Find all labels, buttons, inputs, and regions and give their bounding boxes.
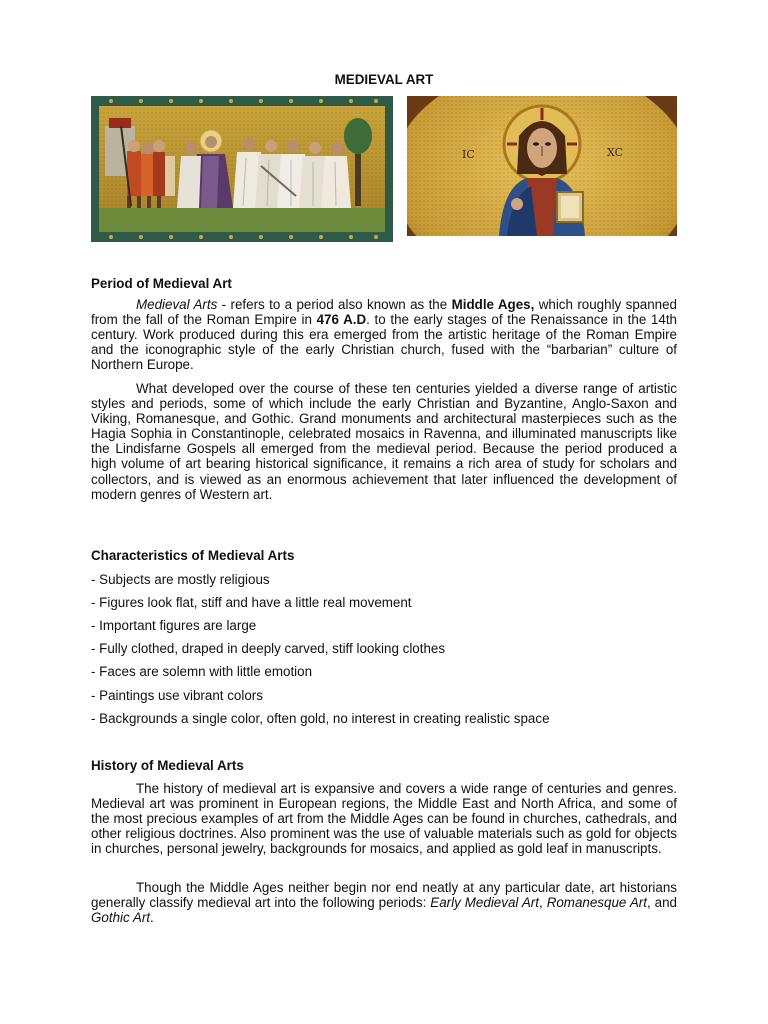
text-segment: - refers to a period also known as the — [217, 297, 452, 312]
text-segment: . — [150, 910, 154, 926]
period-paragraph-1 — [91, 297, 677, 372]
characteristic-item: - Faces are solemn with little emotion — [91, 664, 313, 679]
mosaic-image-right — [407, 96, 677, 236]
characteristic-item: - Backgrounds a single color, often gold, no interest in creating realistic space — [91, 711, 550, 726]
section-heading-history: History of Medieval Arts — [91, 758, 244, 773]
term-early-medieval-art: Early Medieval Art — [430, 895, 539, 911]
text-segment: , — [538, 895, 547, 911]
characteristic-item: - Important figures are large — [91, 618, 257, 633]
term-romanesque-art: Romanesque Art — [546, 895, 647, 911]
text-segment: , and — [646, 895, 677, 911]
image-row — [91, 96, 677, 242]
history-paragraph-2 — [91, 880, 677, 925]
period-paragraph-2: What developed over the course of these ten centuries yielded a diverse range of artistic styles and periods, some of which include the early Christian and Byzantine, Anglo-Saxon and Viking, Romanesque, and Gothic. Grand monuments and architectural masterpieces such as the Hagia Sophia in Constantinople, celebrated mosaics in Ravenna, and illuminated manuscripts like the Lindisfarne Gospels all emerged from the medieval period. Because the period produced a high volume of art bearing historical significance, it remains a rich area of study for scholars and collectors, and is viewed as an enormous achievement that later influenced the development of modern genres of Western art. — [91, 381, 677, 502]
term-middle-ages: Middle Ages, — [451, 297, 535, 312]
section-heading-period: Period of Medieval Art — [91, 276, 232, 291]
characteristic-item: - Figures look flat, stiff and have a little real movement — [91, 595, 412, 610]
page-title: MEDIEVAL ART — [334, 72, 434, 87]
ic-letters: IC — [462, 148, 475, 161]
text-segment: which roughly spanned from the fall of the Roman Empire in — [91, 297, 677, 328]
text-segment: Though the Middle Ages neither begin nor end neatly at any particular date, art historians generally classify medieval art into the following periods: — [91, 880, 677, 911]
characteristic-item: - Subjects are mostly religious — [91, 572, 270, 587]
xc-letters: XC — [607, 146, 624, 159]
mosaic-image-left — [91, 96, 393, 242]
text-segment: . to the early stages of the Renaissance in the 14th century. Work produced during this era emerged from the artistic heritage of the Roman Empire and the iconographic style of the early Christian church, fused with the “barbarian” culture of Northern Europe. — [91, 312, 677, 373]
history-paragraph-1: The history of medieval art is expansive and covers a wide range of centuries and genres. Medieval art was prominent in European regions, the Middle East and North Africa, and some of the most precious examples of art from the Middle Ages can be found in churches, cathedrals, and other religious doctrines. Also prominent was the use of valuable materials such as gold for objects in churches, personal jewelry, backgrounds for mosaics, and applied as gold leaf in manuscripts. — [91, 781, 677, 857]
term-476-ad: 476 A.D — [316, 312, 367, 328]
characteristic-item: - Fully clothed, draped in deeply carved, stiff looking clothes — [91, 641, 446, 656]
section-heading-characteristics: Characteristics of Medieval Arts — [91, 548, 295, 563]
term-gothic-art: Gothic Art — [91, 910, 151, 926]
term-medieval-arts: Medieval Arts — [136, 297, 218, 312]
characteristic-item: - Paintings use vibrant colors — [91, 688, 263, 703]
